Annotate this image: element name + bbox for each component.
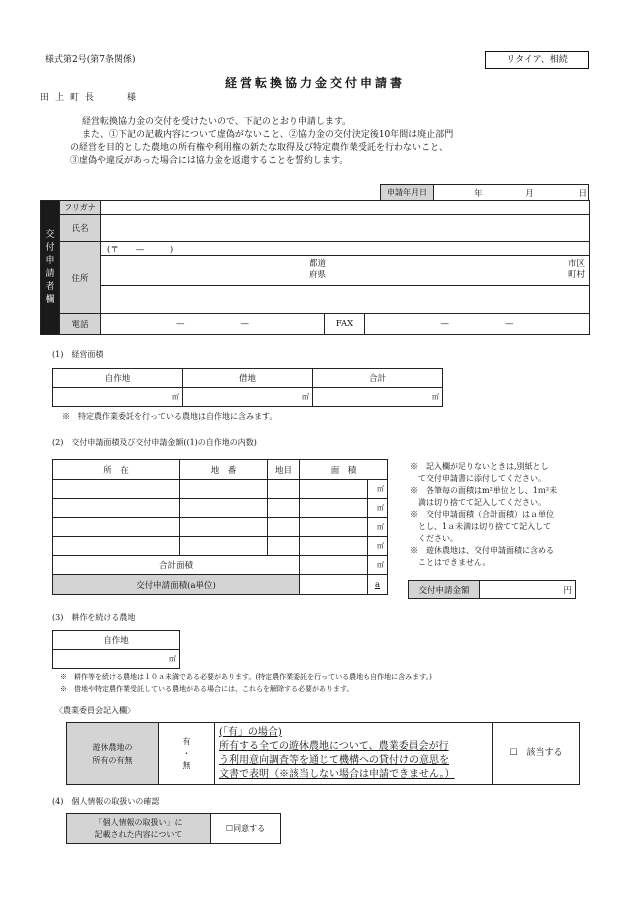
day-label: 日 [578, 188, 587, 199]
col-location: 所 在 [53, 460, 180, 480]
area-unit: ㎡ [368, 499, 388, 518]
privacy-label: 「個人情報の取扱い」に 記載された内容について [67, 814, 211, 844]
applied-area-label: 交付申請面積(a単位) [53, 575, 300, 595]
col-area: 面 積 [300, 460, 388, 480]
todofuken-label: 都道 府県 [309, 259, 327, 280]
intro-line-3: の経営を目的とした農地の所有権や利用権の新たな取得及び特定農作業受託を行わないこと、 [70, 143, 449, 153]
idle-farmland-label: 遊休農地の 所有の有無 [67, 723, 159, 785]
amount-input[interactable]: 円 [480, 581, 576, 599]
section2-heading: (2) 交付申請面積及び交付申請金額((1)の自作地の内数) [52, 438, 257, 447]
year-label: 年 [474, 188, 483, 199]
lot-input[interactable] [180, 518, 268, 537]
section1-heading: (1) 経営面積 [52, 350, 104, 359]
yes-no-select[interactable]: 有 ・ 無 [159, 723, 215, 785]
addressee: 田上町長 [40, 93, 101, 103]
address-label: 住所 [60, 242, 101, 314]
fax-label: FAX [325, 314, 365, 335]
amount-table [408, 580, 576, 599]
col-lot-number: 地 番 [180, 460, 268, 480]
section2-notes: ※ 記入欄が足りないときは,別紙とし て交付申請書に添付してください。 ※ 各筆毎の面積はm²単位とし、1ｍ²未 満は切り捨てて記入してください。 ※ 交付申請面積（合計面積）はａ単位 とし、1ａ未満は切り捨てて記入して ください。 ※ 遊休農地は、交付申請面積に含める ことはできません。 [410, 462, 558, 567]
total-area-label: 合計面積 [53, 556, 300, 575]
lot-input[interactable] [180, 499, 268, 518]
rented-land-input[interactable]: ㎡ [183, 388, 313, 407]
furigana-input[interactable] [101, 201, 590, 215]
name-label: 氏名 [60, 215, 101, 242]
condition-text: (「有」の場合) 所有する全ての遊休農地について、農業委員会が行 う利用意向調査等を通じて機構への貸付けの意思を 文書で表明（※該当しない場合は申請できません。） [215, 723, 493, 785]
month-label: 月 [525, 188, 534, 199]
col-own-land: 自作地 [53, 369, 183, 388]
name-input[interactable] [101, 215, 590, 242]
application-date-field[interactable] [434, 185, 589, 201]
phone-label: 電話 [60, 314, 101, 335]
col-total: 合計 [313, 369, 443, 388]
category-box: リタイア、相続 [485, 51, 589, 69]
postal-input[interactable]: (〒 — ) [101, 242, 590, 256]
category-input[interactable] [268, 518, 300, 537]
area-input[interactable] [300, 518, 368, 537]
table-row [53, 499, 388, 518]
total-area-input[interactable] [300, 556, 368, 575]
location-input[interactable] [53, 499, 180, 518]
agree-checkbox[interactable]: ☐同意する [211, 814, 281, 844]
amount-label: 交付申請金額 [409, 581, 480, 599]
applied-area-unit: a [368, 575, 388, 595]
area-unit: ㎡ [368, 480, 388, 499]
fax-input[interactable]: — — [365, 314, 590, 335]
area-unit: ㎡ [368, 537, 388, 556]
form-number: 様式第2号(第7条関係) [45, 55, 136, 65]
area-input[interactable] [300, 480, 368, 499]
area-input[interactable] [300, 499, 368, 518]
area-input[interactable] [300, 537, 368, 556]
page-title: 経営転換協力金交付申請書 [224, 76, 405, 90]
lot-input[interactable] [180, 537, 268, 556]
section1-note: ※ 特定農作業委託を行っている農地は自作地に含みます。 [62, 412, 278, 421]
total-area-unit: ㎡ [368, 556, 388, 575]
applicant-side-label: 交付申請者欄 [41, 201, 60, 335]
applies-checkbox[interactable]: ☐ 該当する [493, 723, 580, 785]
application-date-table [380, 184, 589, 201]
committee-heading: 〈農業委員会記入欄〉 [55, 706, 135, 715]
section3-note-1: ※ 耕作等を続ける農地は１０ａ未満である必要があります。(特定農作業委託を行っている農地も自作地に含みます。) [60, 673, 432, 681]
location-input[interactable] [53, 537, 180, 556]
location-input[interactable] [53, 480, 180, 499]
total-input[interactable]: ㎡ [313, 388, 443, 407]
section4-heading: (4) 個人情報の取扱いの確認 [52, 797, 160, 806]
section3-heading: (3) 耕作を続ける農地 [52, 613, 136, 622]
management-area-table [52, 368, 443, 407]
intro-line-1: 経営転換協力金の交付を受けたいので、下記のとおり申請します。 [82, 117, 352, 127]
location-input[interactable] [53, 518, 180, 537]
table-row [53, 537, 388, 556]
application-area-table [52, 459, 388, 595]
section3-note-2: ※ 借地や特定農作業受託している農地がある場合には、これらを解除する必要があります。 [60, 685, 354, 693]
address-detail-input[interactable] [101, 286, 590, 314]
committee-table [66, 722, 580, 785]
category-input[interactable] [268, 499, 300, 518]
applicant-table [40, 200, 590, 335]
addressee-honorific: 様 [127, 93, 137, 103]
lot-input[interactable] [180, 480, 268, 499]
shiku-label: 市区 町村 [568, 259, 586, 280]
table-row [53, 518, 388, 537]
furigana-label: フリガナ [60, 201, 101, 215]
continued-land-input[interactable]: ㎡ [53, 650, 180, 669]
table-row [53, 480, 388, 499]
col-rented-land: 借地 [183, 369, 313, 388]
category-input[interactable] [268, 480, 300, 499]
applied-area-input[interactable] [300, 575, 368, 595]
prefecture-city-input[interactable] [101, 256, 590, 286]
category-input[interactable] [268, 537, 300, 556]
continued-farmland-table [52, 630, 180, 669]
area-unit: ㎡ [368, 518, 388, 537]
phone-input[interactable]: — — [101, 314, 325, 335]
intro-line-2: また、①下記の記載内容について虚偽がないこと、②協力金の交付決定後10年間は廃止部門 [82, 130, 454, 140]
col-land-category: 地目 [268, 460, 300, 480]
own-land-input[interactable]: ㎡ [53, 388, 183, 407]
intro-line-4: ③虚偽や違反があった場合には協力金を返還することを誓約します。 [70, 156, 349, 166]
col-own-land: 自作地 [53, 631, 180, 650]
privacy-table [66, 813, 281, 844]
application-date-label: 申請年月日 [381, 185, 434, 201]
